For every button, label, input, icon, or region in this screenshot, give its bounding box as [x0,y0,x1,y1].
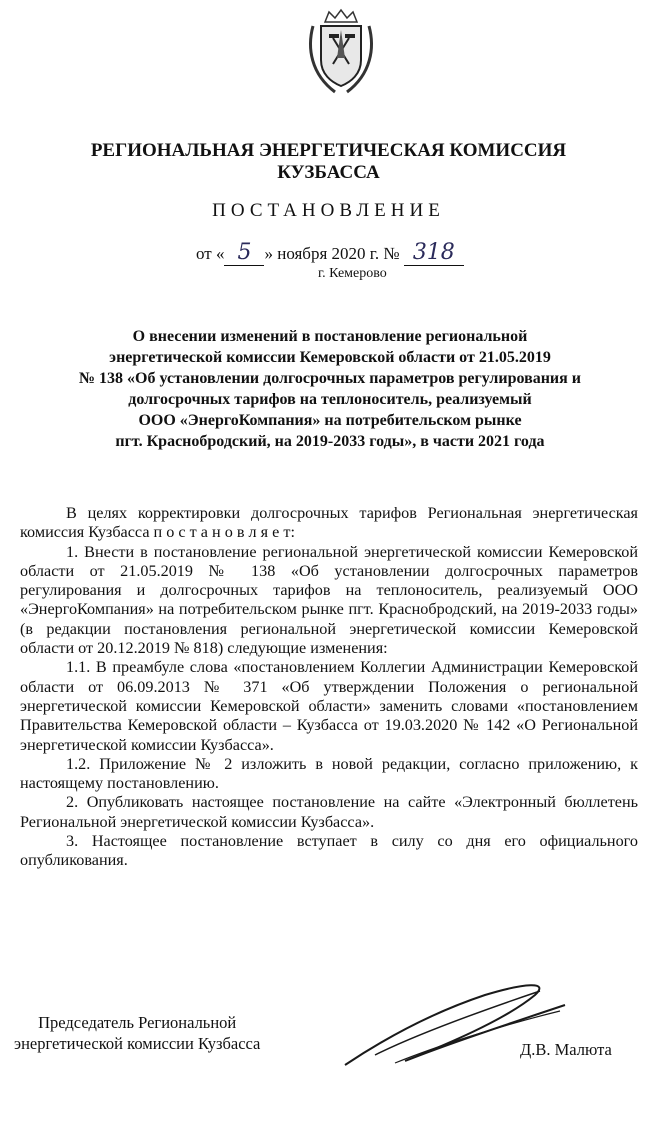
signatory-name: Д.В. Малюта [520,1040,612,1059]
body-item-1-2: 1.2. Приложение № 2 изложить в новой редакции, согласно приложению, к настоящему постановлению. [20,754,638,793]
signatory-position [14,1012,260,1054]
subject-line: О внесении изменений в постановление региональной [132,328,528,345]
subject-line: № 138 «Об установлении долгосрочных параметров регулирования и [78,370,582,387]
document-body [20,504,638,871]
subject-line: ООО «ЭнергоКомпания» на потребительском рынке [138,412,522,429]
body-item-3: 3. Настоящее постановление вступает в силу со дня его официального опубликования. [20,832,638,870]
subject-line: пгт. Краснобродский, на 2019-2033 годы», в части 2021 года [115,433,545,450]
body-item-1: 1. Внести в постановление региональной энергетической комиссии Кемеровской области от 21.05.2019 № 138 «Об установлении долгосрочных параметров регулирования и долгосрочных тарифов на теплоноситель, реализуемый ООО «ЭнергоКомпания» на потребительском рынке пгт. Краснобродский, на 2019-2033 годы» (в редакции постановления региональной энергетической комиссии Кемеровской области от 20.12.2019 № 818) следующие изменения: [20,542,638,658]
kuzbass-coat-of-arms-icon [305,8,377,96]
signatory-position-line2: энергетической комиссии Кузбасса [14,1034,261,1053]
body-item-1-1: 1.1. В преамбуле слова «постановлением Коллегии Администрации Кемеровской области от 06.09.2013 № 371 «Об утверждении Положения о региональной энергетической комиссии Кемеровской области» заменить словами «постановлением Правительства Кемеровской области – Кузбасса от 19.03.2020 № 142 «О Региональной энергетической комиссии Кузбасса». [20,658,638,754]
date-day-value: 5 [237,240,252,265]
organization-title [60,140,597,184]
subject-line: энергетической комиссии Кемеровской области от 21.05.2019 [109,349,551,366]
signatory-position-line1: Председатель Региональной [38,1013,237,1032]
document-subject [20,326,640,452]
document-number-field [404,240,464,266]
body-item-2: 2. Опубликовать настоящее постановление на сайте «Электронный бюллетень Региональной энергетической комиссии Кузбасса». [20,793,638,831]
date-day-field [224,240,264,266]
subject-line: долгосрочных тарифов на теплоноситель, реализуемый [128,391,532,408]
organization-title-line2: КУЗБАССА [277,162,380,183]
document-type: ПОСТАНОВЛЕНИЕ [212,200,445,221]
date-and-number-line [196,240,464,266]
handwritten-signature-icon [335,975,575,1075]
document-number-value: 318 [412,240,455,265]
body-intro: В целях корректировки долгосрочных тарифов Региональная энергетическая комиссия Кузбасса п о с т а н о в л я е т: [20,504,638,542]
date-prefix: от « [196,244,225,263]
city-name: г. Кемерово [318,266,387,281]
organization-title-line1: РЕГИОНАЛЬНАЯ ЭНЕРГЕТИЧЕСКАЯ КОМИССИЯ [90,140,567,161]
date-middle: » ноября 2020 г. № [264,244,400,263]
